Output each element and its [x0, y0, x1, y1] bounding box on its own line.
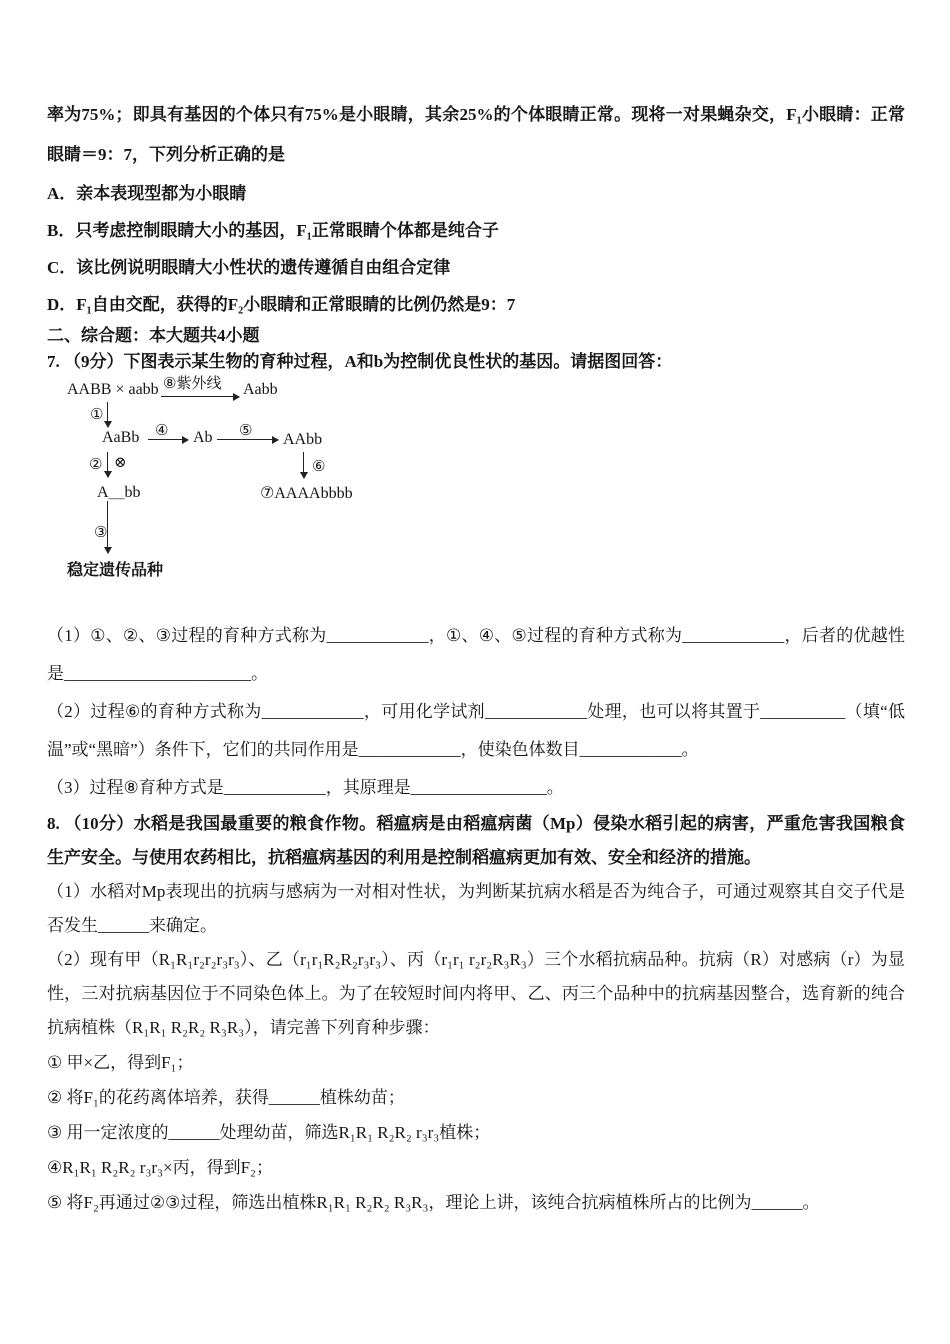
q6-options	[47, 175, 905, 323]
q6-option-d: D．F₁自由交配，获得的F₂小眼睛和正常眼睛的比例仍然是9：7	[47, 295, 516, 314]
diagram-doubled-haploid-genotype: AAbb	[283, 431, 323, 448]
q8-step-2: ② 将F₁的花药离体培养，获得______植株幼苗；	[47, 1088, 405, 1107]
q8-subquestion-2: （2）现有甲（R₁R₁r₂r₂r₃r₃）、乙（r₁r₁R₂R₂r₃r₃）、丙（r₁r₁ r₂r₂R₃R₃）三个水稻抗病品种。抗病（R）对感病（r）为显性，三对抗病基因位于不同染色体上。为了在较短时间内将甲、乙、丙三个品种中的抗病基因整合，选育新的纯合抗病植株（R₁R₁ R₂R₂ R₃R₃），请完善下列育种步骤：	[47, 950, 905, 1037]
arrow-right-icon	[217, 439, 278, 440]
diagram-tetraploid-genotype: ⑦AAAAbbbb	[260, 485, 353, 502]
arrow-down-icon	[303, 452, 304, 478]
diagram-f1-genotype: AaBb	[102, 429, 140, 446]
q8-step-1: ① 甲×乙，得到F₁；	[47, 1053, 194, 1072]
q8-breeding-steps	[47, 1045, 905, 1220]
q6-stem: 率为75%；即具有基因的个体只有75%是小眼睛，其余25%的个体眼睛正常。现将一对果蝇杂交，F₁小眼睛：正常眼睛＝9：7，下列分析正确的是	[47, 105, 905, 164]
diagram-gamete-genotype: Ab	[193, 429, 213, 446]
arrow-down-icon	[107, 402, 108, 427]
q7-subquestion-3: （3）过程⑧育种方式是____________，其原理是________________。	[47, 778, 564, 797]
q8-step-4: ④R₁R₁ R₂R₂ r₃r₃×丙，得到F₂；	[47, 1158, 273, 1177]
q8-step-5: ⑤ 将F₂再通过②③过程，筛选出植株R₁R₁ R₂R₂ R₃R₃，理论上讲，该纯合抗病植株所占的比例为______。	[47, 1193, 820, 1212]
q7-subquestion-2: （2）过程⑥的育种方式称为____________，可用化学试剂____________处理，也可以将其置于__________（填“低温”或“黑暗”）条件下，它们的共同作用是____________，使染色体数目____________。	[47, 702, 905, 759]
diagram-step1-label: ①	[90, 407, 104, 423]
q6-option-c: C．该比例说明眼睛大小性状的遗传遵循自由组合定律	[47, 258, 451, 277]
arrow-right-icon	[148, 439, 188, 440]
diagram-step4-label: ④	[155, 423, 169, 439]
q8-intro: 8. （10分）水稻是我国最重要的粮食作物。稻瘟病是由稻瘟病菌（Mp）侵染水稻引起的病害，严重危害我国粮食生产安全。与使用农药相比，抗稻瘟病基因的利用是控制稻瘟病更加有效、安全和经济的措施。	[47, 814, 905, 867]
q6-option-a: A．亲本表现型都为小眼睛	[47, 184, 247, 203]
diagram-step2-label: ②	[89, 457, 103, 473]
q8-subquestion-1: （1）水稻对Mp表现出的抗病与感病为一对相对性状，为判断某抗病水稻是否为纯合子，可通过观察其自交子代是否发生______来确定。	[47, 882, 905, 935]
diagram-step5-label: ⑤	[239, 423, 253, 439]
section-title: 二、综合题：本大题共4小题	[47, 326, 260, 345]
selfing-symbol: ⊗	[114, 455, 127, 471]
diagram-uv-mutagenesis-label: ⑧紫外线	[163, 376, 222, 392]
arrow-right-icon	[161, 396, 239, 397]
breeding-process-diagram	[57, 375, 402, 591]
diagram-stable-variety-label: 稳定遗传品种	[67, 562, 164, 579]
diagram-step6-label: ⑥	[312, 459, 326, 475]
diagram-uv-product: Aabb	[243, 381, 278, 398]
diagram-step3-label: ③	[94, 525, 108, 541]
diagram-parent-cross: AABB × aabb	[67, 381, 159, 398]
q7-intro: 7. （9分）下图表示某生物的育种过程，A和b为控制优良性状的基因。请据图回答：	[47, 352, 673, 371]
q6-option-b: B．只考虑控制眼睛大小的基因，F₁正常眼睛个体都是纯合子	[47, 221, 499, 240]
diagram-selected-genotype: A＿bb	[97, 484, 141, 501]
q8-step-3: ③ 用一定浓度的______处理幼苗，筛选R₁R₁ R₂R₂ r₃r₃植株；	[47, 1123, 491, 1142]
q7-subquestion-1: （1）①、②、③过程的育种方式称为____________，①、④、⑤过程的育种方式称为____________，后者的优越性是______________________。	[47, 626, 905, 683]
arrow-down-icon	[107, 452, 108, 477]
